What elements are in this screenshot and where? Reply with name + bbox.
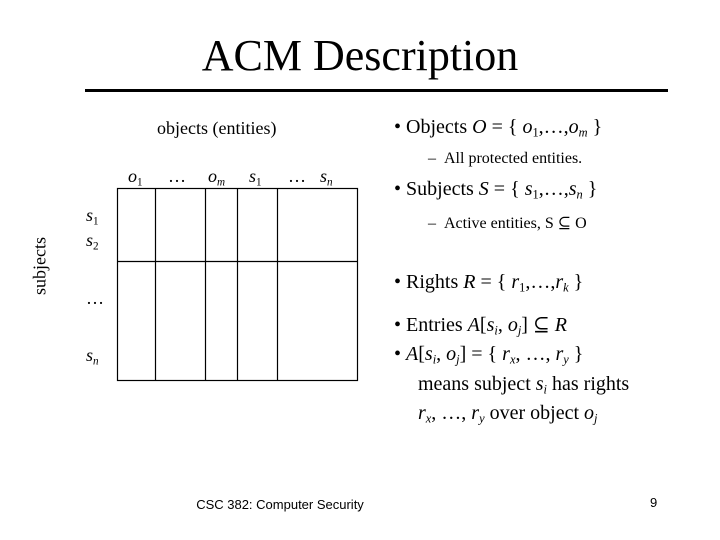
sub-bullet-objects: – All protected entities.: [428, 150, 583, 167]
col-header: …: [168, 166, 186, 186]
col-header: $o_m$: [208, 166, 226, 189]
bullet-entry-definition: • $A[s_i$, $o_j$] = { $r_x$, …, $r_y$ }: [394, 343, 584, 367]
objects-axis-label: objects (entities): [157, 118, 277, 138]
bullet-entries: • Entries $A[s_i$, $o_j$] ⊆ R: [394, 314, 567, 338]
bullet-subjects: • Subjects S = { $s_1,\dots,s_n$ }: [394, 178, 598, 202]
bullet-rights: • Rights R = { $r_1,\dots,r_k$ }: [394, 271, 584, 295]
page-number: 9: [650, 495, 658, 510]
col-header: …: [288, 166, 306, 186]
col-header: $s_1$: [249, 166, 262, 189]
row-header: $s_n$: [86, 345, 99, 368]
row-header: …: [86, 288, 104, 308]
sub-bullet-subjects: – Active entities, S ⊆ O: [428, 215, 587, 232]
slide-footer: CSC 382: Computer Security: [196, 497, 364, 512]
col-header: $s_n$: [320, 166, 333, 189]
bullet-entry-definition-line3: $r_x$, …, $r_y$ over object $o_j$: [418, 402, 598, 426]
row-header: $s_1$: [86, 205, 99, 228]
bullet-objects: • Objects O = { $o_1,\dots,o_m$ }: [394, 116, 603, 140]
subjects-axis-label: subjects: [29, 237, 50, 295]
col-header: $o_1$: [128, 166, 143, 189]
bullet-entry-definition-line2: means subject $s_i$ has rights: [418, 373, 630, 397]
row-header: $s_2$: [86, 230, 99, 253]
slide-title: ACM Description: [201, 31, 519, 80]
